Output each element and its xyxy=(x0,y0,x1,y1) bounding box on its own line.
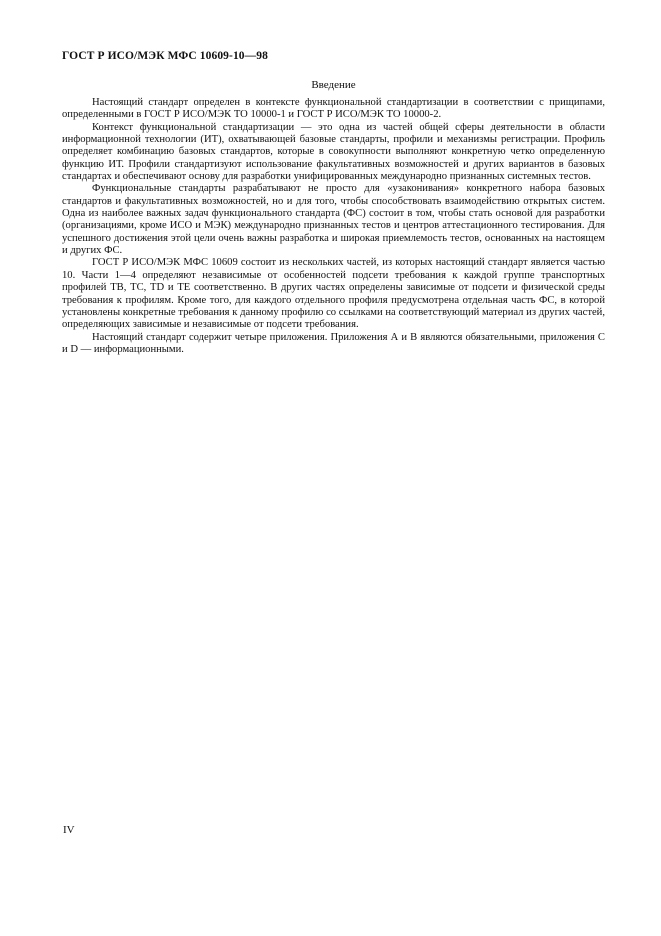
paragraph: Настоящий стандарт содержит четыре приложения. Приложения А и В являются обязательными, приложения С и D — информационными. xyxy=(62,331,605,355)
paragraph: Контекст функциональной стандартизации — это одна из частей общей сферы деятельности в области информационной технологии (ИТ), охватывающей базовые стандарты, профили и механизмы регистрации. Профиль определяет комбинацию базовых стандартов, которые в совокупности выполняют конкретную четко определенную функцию ИТ. Профили стандартизуют использование факультативных возможностей и других вариантов в базовых стандартах и обеспечивают основу для разработки унифицированных международно признанных системных тестов. xyxy=(62,121,605,183)
paragraph: Настоящий стандарт определен в контексте функциональной стандартизации в соответствии с прищипами, определенными в ГОСТ Р ИСО/МЭК ТО 10000-1 и ГОСТ Р ИСО/МЭК ТО 10000-2. xyxy=(62,97,605,121)
document-header: ГОСТ Р ИСО/МЭК МФС 10609-10—98 xyxy=(62,50,268,62)
paragraph: Функциональные стандарты разрабатывают не просто для «узаконивания» конкретного набора базовых стандартов и факультативных возможностей, но и для того, чтобы способствовать взаимодействию открытых систем. Одна из наиболее важных задач функционального стандарта (ФС) состоит в том, чтобы стать основой для разработки (организациями, кроме ИСО и МЭК) международно признанных тестов и центров аттестационного тестирования. Для успешного достижения этой цели очень важны разработка и широкая приемлемость тестов, основанных на настоящем и других ФС. xyxy=(62,183,605,257)
page-number: IV xyxy=(63,824,75,836)
paragraph: ГОСТ Р ИСО/МЭК МФС 10609 состоит из нескольких частей, из которых настоящий стандарт является частью 10. Части 1—4 определяют независимые от особенностей подсети требования к каждой группе транспортных профилей ТВ, ТС, TD и ТЕ соответственно. В других частях определены зависимые от подсети и физической среды требования к профилям. Кроме того, для каждого отдельного профиля предусмотрена отдельная часть ФС, в которой установлены конкретные требования к данному профилю со ссылками на соответствующий материал из других частей, определяющих зависимые и независимые от подсети требования. xyxy=(62,257,605,331)
section-title: Введение xyxy=(311,79,356,91)
section-body xyxy=(62,97,605,356)
